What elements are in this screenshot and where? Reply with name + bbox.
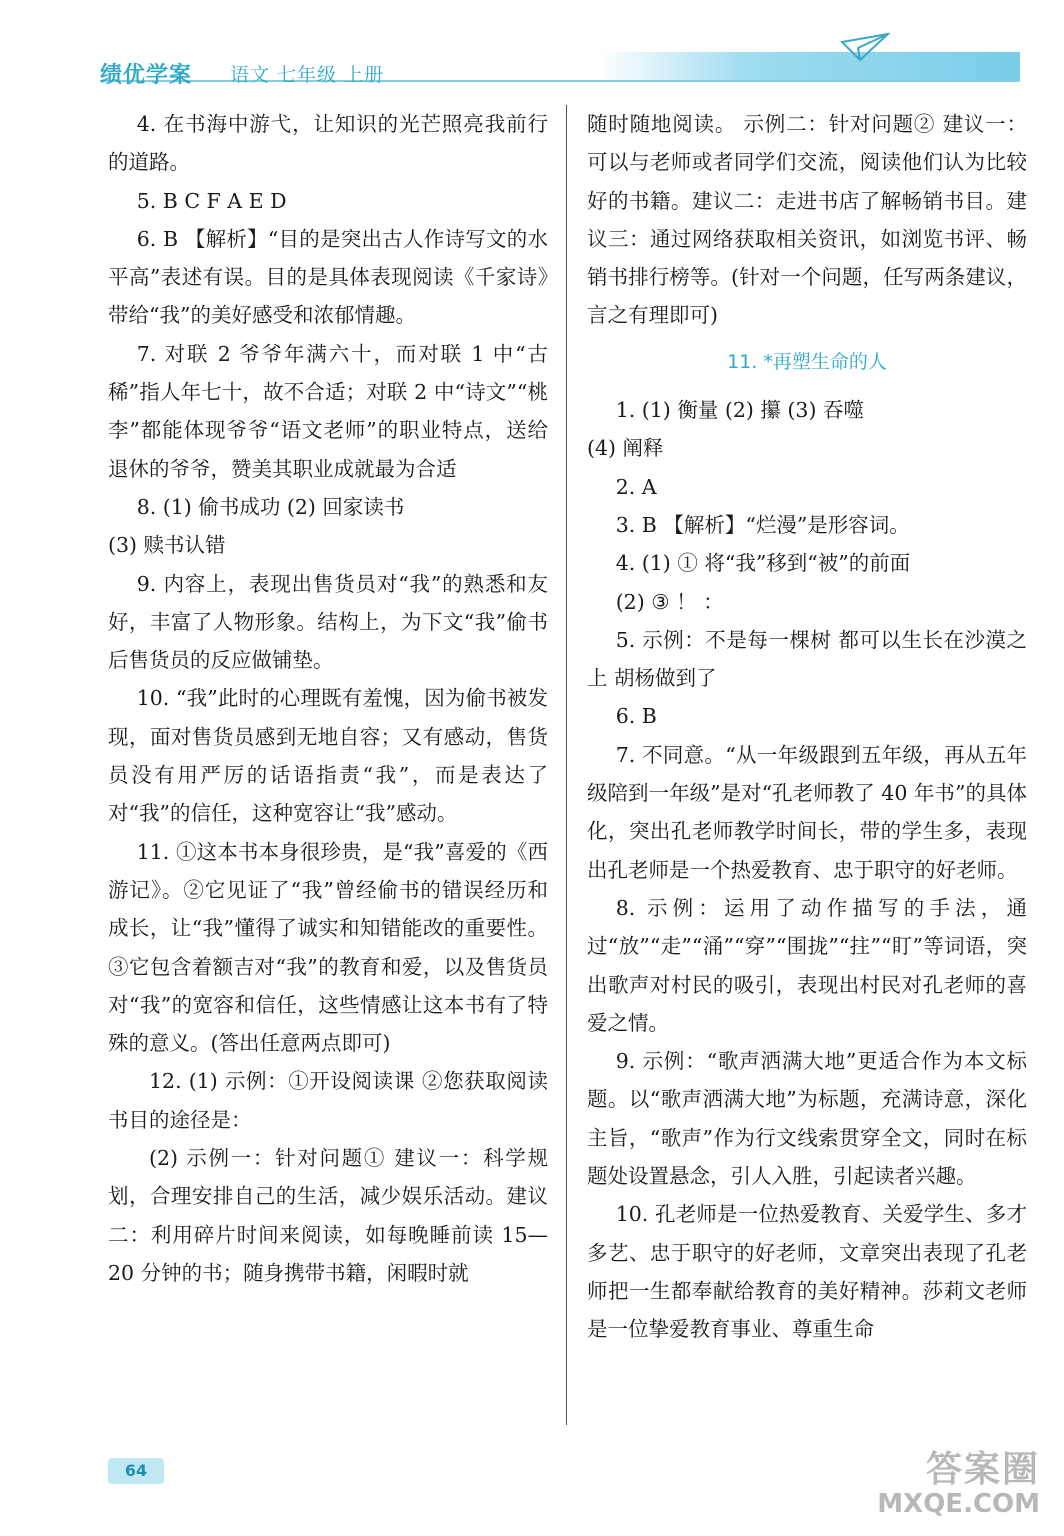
watermark: [877, 1449, 1040, 1520]
answer-item: 随时随地阅读。 示例二：针对问题② 建议一：可以与老师或者同学们交流，阅读他们认为比较好的书籍。建议二：走进书店了解畅销书目。建议三：通过网络获取相关资讯，如浏览书评、畅销书排行榜等。(针对一个问题，任写两条建议，言之有理即可): [587, 112, 1027, 328]
answer-item: 7. 不同意。“从一年级跟到五年级，再从五年级陪到一年级”是对“孔老师教了 40 年书”的具体化，突出孔老师教学时间长，带的学生多，表现出孔老师是一个热爱教育、忠于职守的好老师。: [587, 742, 1027, 882]
answer-item: 4. (1) ① 将“我”移到“被”的前面: [615, 551, 911, 576]
answer-item: 9. 示例：“歌声洒满大地”更适合作为本文标题。以“歌声洒满大地”为标题，充满诗意，深化主旨，“歌声”作为行文线索贯穿全文，同时在标题处设置悬念，引人入胜，引起读者兴趣。: [587, 1049, 1027, 1189]
header-band: [600, 52, 1020, 80]
answer-item: 10. “我”此时的心理既有羞愧，因为偷书被发现，面对售货员感到无地自容；又有感动，售货员没有用严厉的话语指责“我”，而是表达了对“我”的信任，这种宽容让“我”感动。: [108, 686, 548, 826]
answer-item: 6. B 【解析】“目的是突出古人作诗写文的水平高”表述有误。目的是具体表现阅读《千家诗》带给“我”的美好感受和浓郁情趣。: [108, 226, 548, 328]
answer-item: 12. (1) 示例：①开设阅读课 ②您获取阅读书目的途径是：: [108, 1069, 548, 1132]
column-divider: [566, 105, 567, 1425]
answer-item: 4. 在书海中游弋，让知识的光芒照亮我前行的道路。: [108, 112, 548, 175]
page-header: [0, 0, 1064, 100]
subject-label: 语文 七年级 上册: [230, 64, 385, 86]
answer-item: 5. B C F A E D: [136, 188, 287, 213]
answer-item: (4) 阐释: [587, 436, 664, 461]
answer-item: 7. 对联 2 爷爷年满六十，而对联 1 中“古稀”指人年七十，故不合适；对联 2 中“诗文”“桃李”都能体现爷爷“语文老师”的职业特点，送给退休的爷爷，赞美其职业成就最为合适: [108, 341, 548, 481]
answer-item: 9. 内容上，表现出售货员对“我”的熟悉和友好，丰富了人物形象。结构上，为下文“我”偷书后售货员的反应做铺垫。: [108, 571, 548, 673]
answer-item: 3. B 【解析】“烂漫”是形容词。: [615, 512, 910, 537]
page-number: 64: [108, 1458, 164, 1484]
brand-logo: 绩优学案: [100, 63, 193, 88]
answer-item: 11. ①这本书本身很珍贵，是“我”喜爱的《西游记》。②它见证了“我”曾经偷书的错误经历和成长，让“我”懂得了诚实和知错能改的重要性。③它包含着额吉对“我”的教育和爱，以及售货员对“我”的宽容和信任，这些情感让这本书有了特殊的意义。(答出任意两点即可): [108, 839, 548, 1056]
answer-item: 1. (1) 衡量 (2) 攥 (3) 吞噬: [615, 398, 864, 423]
answer-item: 8. (1) 偷书成功 (2) 回家读书: [136, 494, 405, 519]
answer-item: 5. 示例：不是每一棵树 都可以生长在沙漠之上 胡杨做到了: [587, 627, 1027, 691]
right-column: [587, 105, 1027, 1349]
answer-item: 6. B: [615, 704, 657, 729]
watermark-url: MXQE.COM: [877, 1489, 1040, 1520]
answer-item: (3) 赎书认错: [108, 533, 226, 558]
answer-item: (2) 示例一：针对问题① 建议一：科学规划，合理安排自己的生活，减少娱乐活动。建议二：利用碎片时间来阅读，如每晚睡前读 15—20 分钟的书；随身携带书籍，闲暇时就: [108, 1146, 548, 1285]
watermark-title: 答案圈: [925, 1448, 1040, 1490]
section-title: 11. *再塑生命的人: [727, 350, 887, 373]
answer-item: 10. 孔老师是一位热爱教育、关爱学生、多才多艺、忠于职守的好老师，文章突出表现了孔老师把一生都奉献给教育的美好精神。莎莉文老师是一位挚爱教育事业、尊重生命: [587, 1202, 1027, 1342]
answer-item: 2. A: [615, 474, 657, 499]
answer-item: (2) ③ ！ ：: [615, 589, 724, 614]
left-column: [108, 105, 548, 1292]
paper-plane-icon: [840, 30, 890, 66]
answer-item: 8. 示例：运用了动作描写的手法，通过“放”“走”“涌”“穿”“围拢”“拄”“盯”等词语，突出歌声对村民的吸引，表现出村民对孔老师的喜爱之情。: [587, 895, 1027, 1035]
